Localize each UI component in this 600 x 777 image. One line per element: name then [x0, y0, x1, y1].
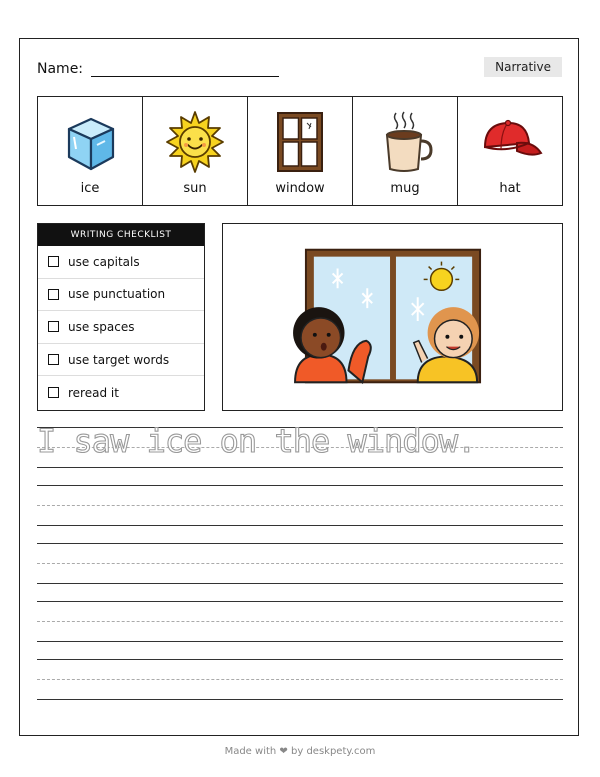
- scene-illustration: [222, 223, 563, 411]
- name-label: Name:: [37, 61, 84, 77]
- checkbox[interactable]: [48, 256, 59, 267]
- heart-icon: ❤: [279, 746, 288, 757]
- checkbox[interactable]: [48, 354, 59, 365]
- checklist-item-label: reread it: [68, 385, 119, 400]
- worksheet: [19, 38, 579, 736]
- trace-sentence: I saw ice on the window.: [37, 422, 476, 460]
- checklist-item-label: use spaces: [68, 319, 135, 334]
- checkbox[interactable]: [48, 321, 59, 332]
- sun-icon: [162, 109, 228, 175]
- vocab-word: sun: [183, 181, 207, 196]
- writing-line[interactable]: [37, 659, 563, 717]
- ice-cube-icon: [57, 109, 123, 175]
- checklist-item[interactable]: [38, 311, 204, 344]
- trace-line: [37, 422, 563, 485]
- mug-icon: [372, 109, 438, 175]
- vocab-card: [248, 97, 353, 205]
- vocab-word: mug: [390, 181, 420, 196]
- vocab-card: [38, 97, 143, 205]
- vocab-word: hat: [499, 181, 521, 196]
- checklist-item-label: use target words: [68, 352, 170, 367]
- vocab-card: [458, 97, 562, 205]
- vocab-card: [353, 97, 458, 205]
- footer-link[interactable]: by deskpety.com: [291, 746, 376, 757]
- checklist-item[interactable]: [38, 376, 204, 409]
- handwriting-lines: [37, 422, 563, 717]
- window-icon: [267, 109, 333, 175]
- footer-credit: [0, 746, 600, 757]
- checklist-item-label: use capitals: [68, 254, 140, 269]
- name-line[interactable]: [91, 62, 279, 77]
- footer-text: Made with: [224, 746, 277, 757]
- genre-badge: Narrative: [484, 57, 562, 77]
- writing-line[interactable]: [37, 485, 563, 543]
- checklist-item[interactable]: [38, 344, 204, 377]
- vocab-strip: [37, 96, 563, 206]
- checklist-title: WRITING CHECKLIST: [38, 224, 204, 246]
- checklist-item-label: use punctuation: [68, 287, 166, 302]
- writing-line[interactable]: [37, 543, 563, 601]
- checklist-item[interactable]: [38, 246, 204, 279]
- name-row: [37, 61, 279, 77]
- checkbox[interactable]: [48, 289, 59, 300]
- writing-line[interactable]: [37, 601, 563, 659]
- checkbox[interactable]: [48, 387, 59, 398]
- vocab-word: window: [275, 181, 325, 196]
- vocab-card: [143, 97, 248, 205]
- cap-icon: [477, 109, 543, 175]
- vocab-word: ice: [80, 181, 100, 196]
- kids-at-window-illustration: [223, 224, 562, 410]
- checklist-item[interactable]: [38, 279, 204, 312]
- writing-checklist: [37, 223, 205, 411]
